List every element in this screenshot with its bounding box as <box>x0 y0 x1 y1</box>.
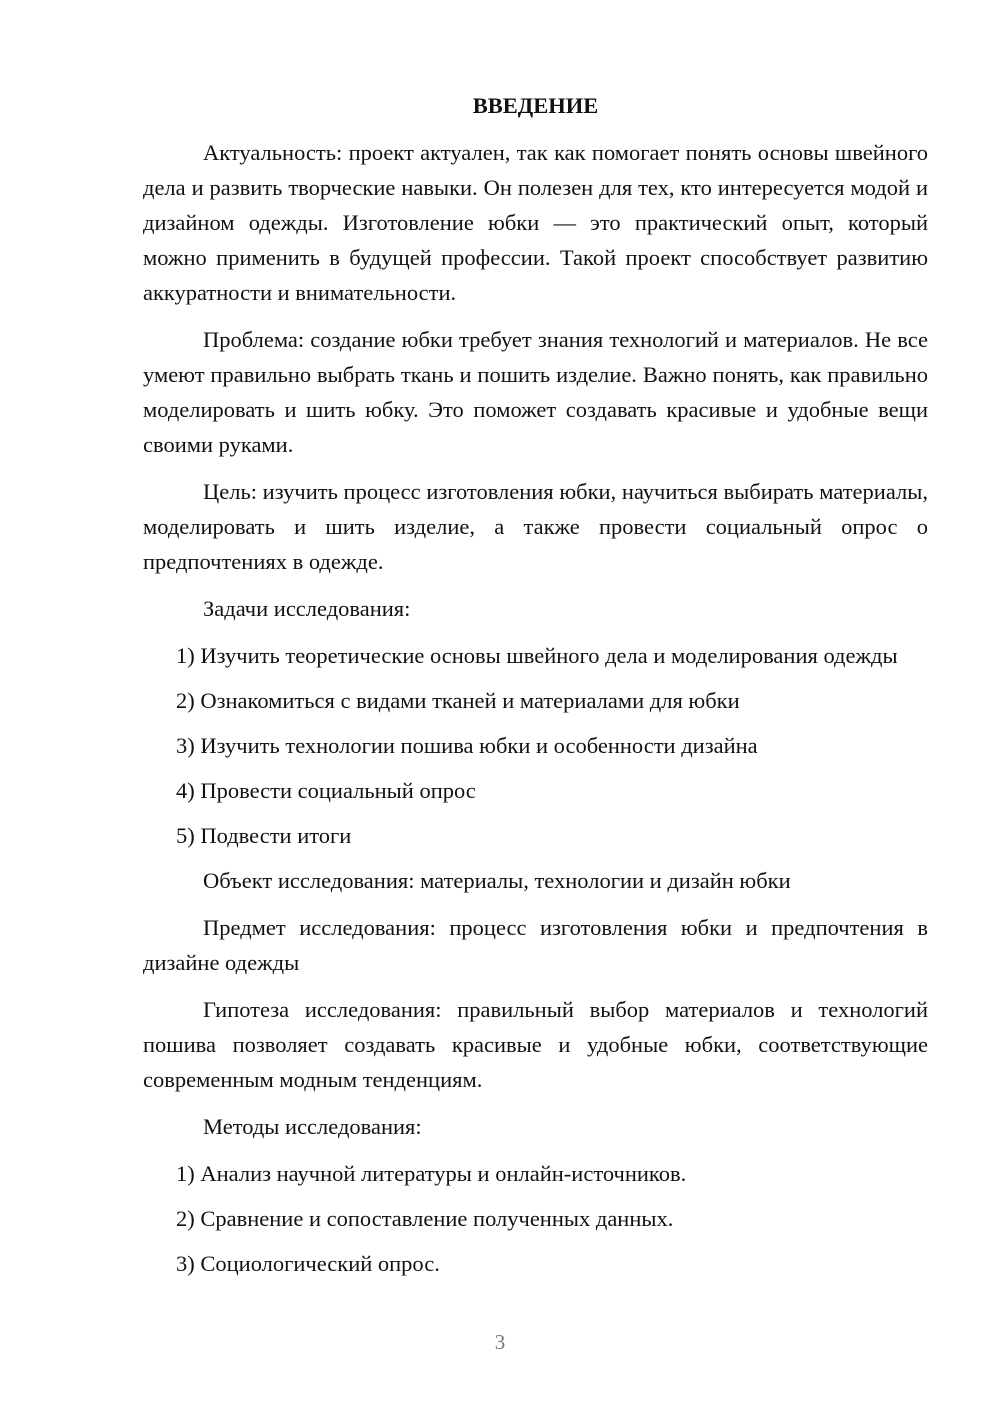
subject-paragraph: Предмет исследования: процесс изготовления юбки и предпочтения в дизайне одежды <box>143 915 928 975</box>
tasks-heading: Задачи исследования: <box>203 596 411 621</box>
list-item: 2) Ознакомиться с видами тканей и материалами для юбки <box>176 688 740 713</box>
methods-heading: Методы исследования: <box>203 1114 422 1139</box>
list-item: 3) Социологический опрос. <box>176 1251 440 1276</box>
list-item: 1) Изучить теоретические основы швейного дела и моделирования одежды <box>176 643 898 668</box>
relevance-paragraph: Актуальность: проект актуален, так как помогает понять основы швейного дела и развить творческие навыки. Он полезен для тех, кто интересуется модой и дизайном одежды. Изготовление юбки — это практический опыт, который можно применить в будущей профессии. Такой проект способствует развитию аккуратности и внимательности. <box>143 140 928 305</box>
methods-list <box>143 1156 928 1281</box>
list-item: 1) Анализ научной литературы и онлайн-источников. <box>176 1161 687 1186</box>
tasks-list <box>143 638 928 853</box>
page-title: ВВЕДЕНИЕ <box>472 93 599 118</box>
problem-paragraph: Проблема: создание юбки требует знания технологий и материалов. Не все умеют правильно выбрать ткань и пошить изделие. Важно понять, как правильно моделировать и шить юбку. Это поможет создавать красивые и удобные вещи своими руками. <box>143 327 928 457</box>
document-page <box>143 88 928 1291</box>
page-number: 3 <box>494 1330 506 1354</box>
list-item: 3) Изучить технологии пошива юбки и особенности дизайна <box>176 733 758 758</box>
list-item: 2) Сравнение и сопоставление полученных данных. <box>176 1206 674 1231</box>
goal-paragraph: Цель: изучить процесс изготовления юбки, научиться выбирать материалы, моделировать и шить изделие, а также провести социальный опрос о предпочтениях в одежде. <box>143 479 928 574</box>
object-paragraph: Объект исследования: материалы, технологии и дизайн юбки <box>203 868 791 893</box>
list-item: 5) Подвести итоги <box>176 823 352 848</box>
hypothesis-paragraph: Гипотеза исследования: правильный выбор материалов и технологий пошива позволяет создавать красивые и удобные юбки, соответствующие современным модным тенденциям. <box>143 997 928 1092</box>
list-item: 4) Провести социальный опрос <box>176 778 476 803</box>
